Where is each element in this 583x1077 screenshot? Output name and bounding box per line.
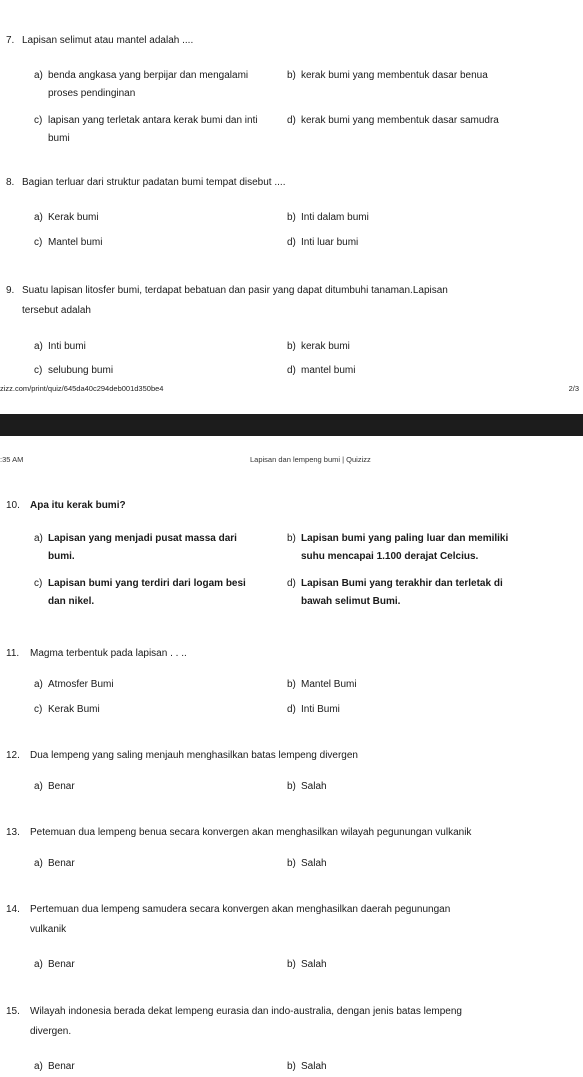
question-number: 7.: [6, 35, 15, 46]
question-number: 9.: [6, 285, 15, 296]
question-text-cont: vulkanik: [30, 924, 67, 935]
question-text: Bagian terluar dari struktur padatan bumi tempat disebut ....: [22, 177, 286, 188]
question-text: Pertemuan dua lempeng samudera secara konvergen akan menghasilkan daerah pegunungan: [30, 904, 451, 915]
question-number: 12.: [6, 750, 20, 761]
footer-url: zizz.com/print/quiz/645da40c294deb001d350be4: [0, 384, 164, 393]
page-break-band: [0, 414, 583, 436]
question-text-cont: divergen.: [30, 1026, 72, 1037]
question-text: Petemuan dua lempeng benua secara konvergen akan menghasilkan wilayah pegunungan vulkanik: [30, 827, 472, 838]
question-number: 13.: [6, 827, 20, 838]
question-text: Lapisan selimut atau mantel adalah ....: [22, 35, 194, 46]
question-text-cont: tersebut adalah: [22, 305, 91, 316]
page-number: 2/3: [568, 384, 579, 393]
question-text: Wilayah indonesia berada dekat lempeng eurasia dan indo-australia, dengan jenis batas lempeng: [30, 1006, 462, 1017]
question-text: Apa itu kerak bumi?: [30, 500, 126, 511]
question-text: Dua lempeng yang saling menjauh menghasilkan batas lempeng divergen: [30, 750, 358, 761]
question-number: 11.: [6, 648, 20, 659]
question-number: 14.: [6, 904, 20, 915]
question-number: 10.: [6, 500, 20, 511]
header-time: :35 AM: [0, 455, 24, 464]
question-number: 15.: [6, 1006, 20, 1017]
question-text: Magma terbentuk pada lapisan . . ..: [30, 648, 187, 659]
question-number: 8.: [6, 177, 15, 188]
header-title: Lapisan dan lempeng bumi | Quizizz: [250, 455, 371, 464]
question-text: Suatu lapisan litosfer bumi, terdapat bebatuan dan pasir yang dapat ditumbuhi tanaman.Lapisan: [22, 285, 448, 296]
